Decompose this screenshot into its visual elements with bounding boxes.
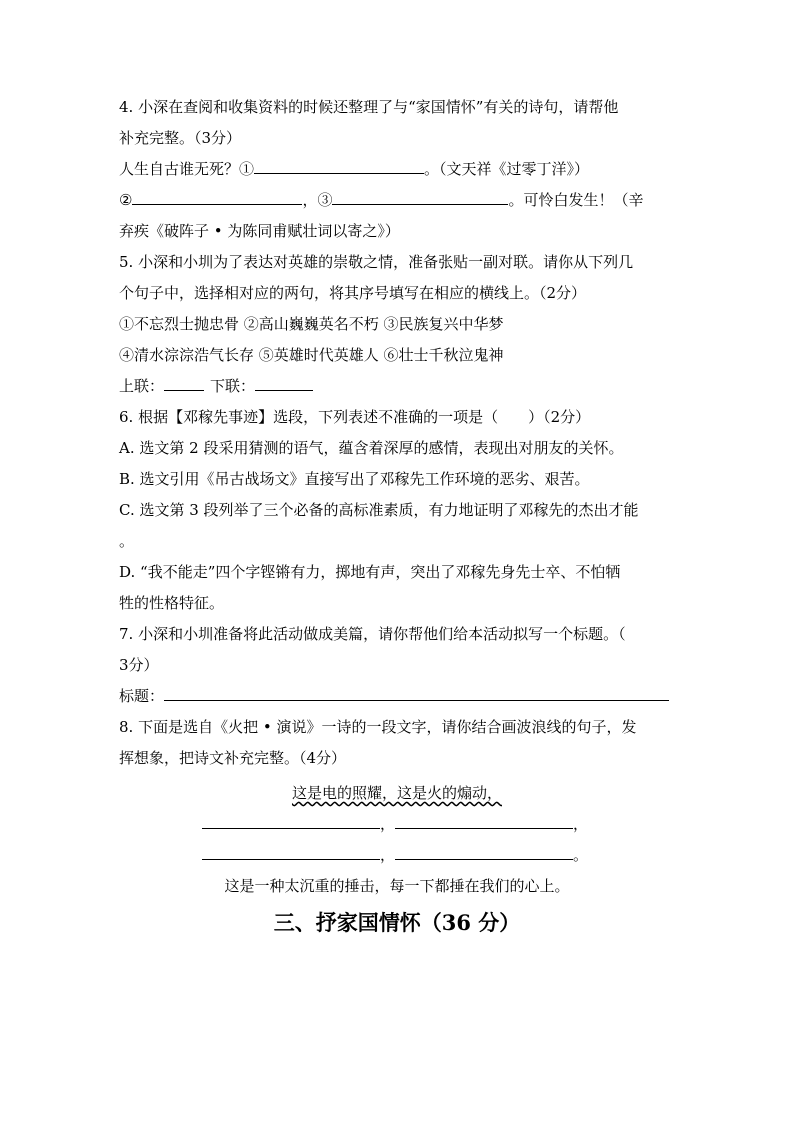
q7-title-answer bbox=[119, 681, 675, 712]
q6-option-d: D. “我不能走”四个字铿锵有力，掷地有声，突出了邓稼先身先士卒、不怕牺 bbox=[119, 563, 621, 581]
q5-couplet-answer bbox=[119, 371, 675, 402]
poem-last-line: 这是一种太沉重的捶击，每一下都捶在我们的心上。 bbox=[224, 877, 570, 895]
q4-line-3-suffix: 。（文天祥《过零丁洋》） bbox=[424, 160, 590, 178]
q4-line-3 bbox=[119, 154, 675, 185]
poem-blank-row-1 bbox=[202, 809, 588, 840]
upper-couplet-blank[interactable] bbox=[164, 373, 204, 391]
answer-blank-3[interactable] bbox=[332, 187, 508, 205]
q8-line-2: 挥想象，把诗文补充完整。（4分） bbox=[119, 749, 347, 767]
q6-option-a: A. 选文第 2 段采用猜测的语气，蕴含着深厚的感情，表现出对朋友的关怀。 bbox=[119, 439, 624, 457]
poem-blank-2[interactable] bbox=[395, 811, 573, 829]
q4-line-1: 4. 小深在查阅和收集资料的时候还整理了与“家国情怀”有关的诗句，请帮他 bbox=[119, 98, 619, 116]
poem-blank-row-2 bbox=[202, 840, 588, 871]
poem-blank-4[interactable] bbox=[395, 842, 573, 860]
answer-blank-2[interactable] bbox=[132, 187, 302, 205]
lower-couplet-label: 下联： bbox=[210, 377, 256, 395]
q4-line-3-prefix: 人生自古谁无死？① bbox=[119, 160, 255, 178]
title-answer-blank[interactable] bbox=[164, 683, 669, 701]
q6-option-d-cont: 牲的性格特征。 bbox=[119, 594, 225, 612]
poem-comma-3: ， bbox=[380, 846, 396, 864]
poem-blank-1[interactable] bbox=[202, 811, 380, 829]
q6-option-c: C. 选文第 3 段列举了三个必备的高标准素质，有力地证明了邓稼先的杰出才能 bbox=[119, 501, 639, 519]
poem-comma-1: ， bbox=[380, 815, 396, 833]
q4-line-2: 补充完整。（3分） bbox=[119, 129, 242, 147]
answer-blank-1[interactable] bbox=[254, 156, 424, 174]
q7-line-2: 3分） bbox=[119, 656, 159, 674]
q5-line-1: 5. 小深和小圳为了表达对英雄的崇敬之情，准备张贴一副对联。请你从下列几 bbox=[119, 253, 634, 271]
poem-comma-2: ， bbox=[573, 815, 589, 833]
q6-option-c-cont: 。 bbox=[119, 532, 135, 550]
q4-line-5: 弃疾《破阵子 • 为陈同甫赋壮词以寄之》） bbox=[119, 222, 400, 240]
title-label: 标题： bbox=[119, 687, 165, 705]
poem-period: 。 bbox=[573, 846, 589, 864]
q5-options-2: ④清水淙淙浩气长存 ⑤英雄时代英雄人 ⑥壮士千秋泣鬼神 bbox=[119, 346, 504, 364]
poem-blank-3[interactable] bbox=[202, 842, 380, 860]
q5-options-1: ①不忘烈士抛忠骨 ②高山巍巍英名不朽 ③民族复兴中华梦 bbox=[119, 315, 504, 333]
section-heading: 三、抒家国情怀（36 分） bbox=[273, 910, 521, 935]
wavy-underlined-line: 这是电的照耀，这是火的煽动， bbox=[291, 784, 502, 802]
q6-option-b: B. 选文引用《吊古战场文》直接写出了邓稼先工作环境的恶劣、艰苦。 bbox=[119, 470, 590, 488]
q4-line-4 bbox=[119, 185, 675, 216]
lower-couplet-blank[interactable] bbox=[255, 373, 313, 391]
q4-line-4-marker-2: ② bbox=[119, 191, 133, 209]
q5-line-2: 个句子中，选择相对应的两句，将其序号填写在相应的横线上。（2分） bbox=[119, 284, 587, 302]
q4-line-4-marker-3: ，③ bbox=[302, 191, 333, 209]
q4-line-4-suffix: 。可怜白发生！（辛 bbox=[508, 191, 644, 209]
q8-line-1: 8. 下面是选自《火把 • 演说》一诗的一段文字，请你结合画波浪线的句子，发 bbox=[119, 718, 637, 736]
poem-first-line bbox=[0, 778, 794, 809]
q7-line-1: 7. 小深和小圳准备将此活动做成美篇，请你帮他们给本活动拟写一个标题。（ bbox=[119, 625, 626, 643]
upper-couplet-label: 上联： bbox=[119, 377, 165, 395]
question-content bbox=[119, 92, 675, 774]
q6-stem: 6. 根据【邓稼先事迹】选段，下列表述不准确的一项是（ ）（2分） bbox=[119, 408, 591, 426]
